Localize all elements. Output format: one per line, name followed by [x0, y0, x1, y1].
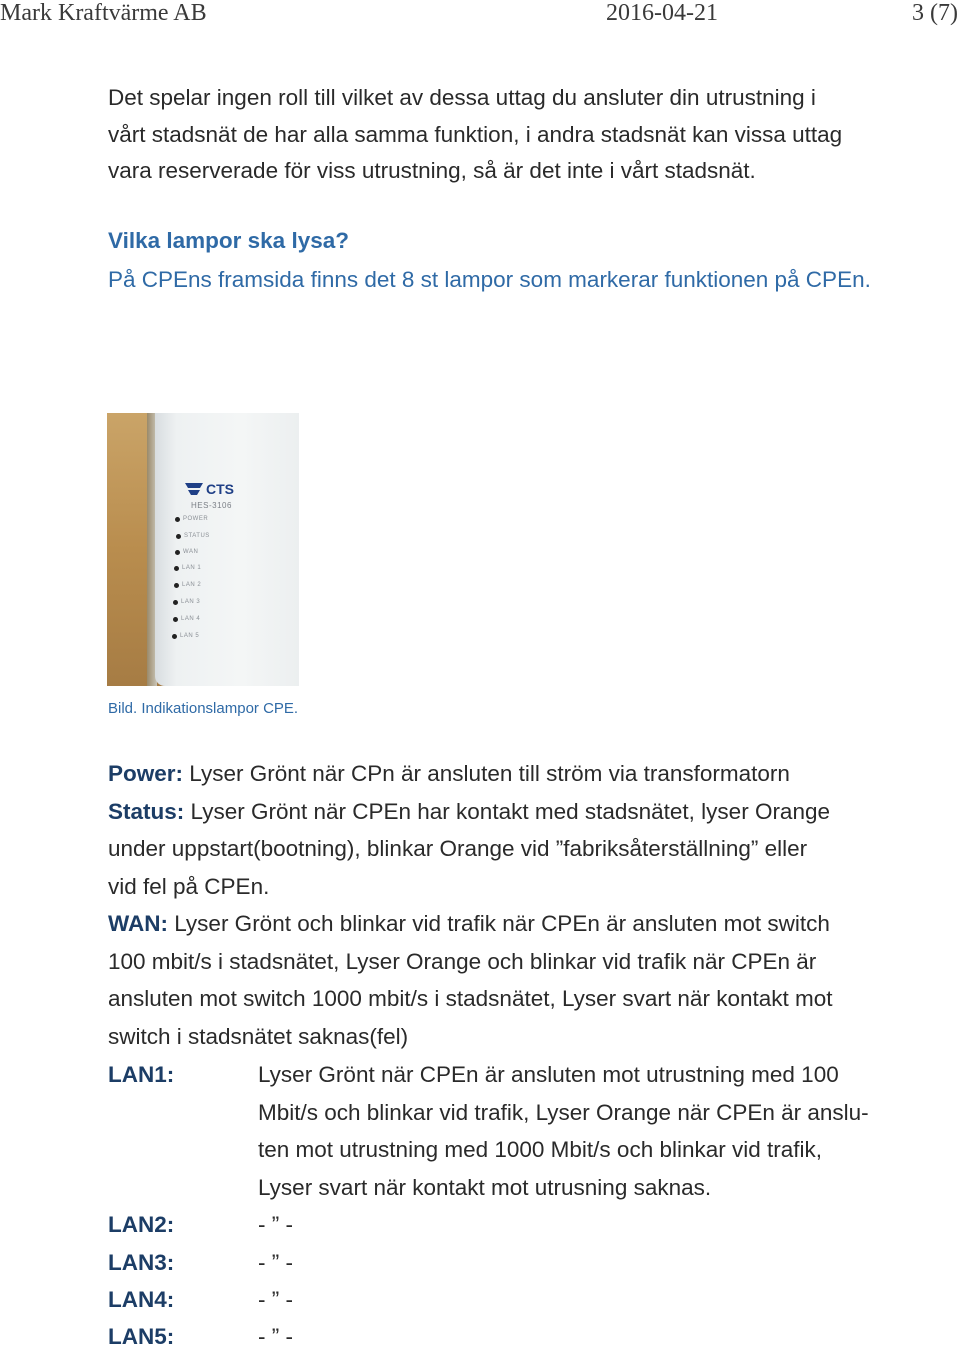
led-label: POWER [183, 516, 209, 522]
power-text: Lyser Grönt när CPn är ansluten till ström via transformatorn [183, 761, 790, 786]
wan-label: WAN: [108, 911, 168, 936]
image-caption: Bild. Indikationslampor CPE. [108, 700, 299, 717]
intro-line: vårt stadsnät de har alla samma funktion, i andra stadsnät kan vissa uttag [108, 121, 843, 147]
document-date: 2016-04-21 [606, 0, 718, 26]
lan2-value: - ” - [258, 1212, 293, 1237]
led-label: WAN [183, 549, 199, 555]
section-text: På CPEns framsida finns det 8 st lampor som markerar funktionen på CPEn. [108, 267, 871, 292]
led-dot [175, 517, 180, 522]
status-description [108, 793, 958, 831]
intro-paragraph [108, 80, 958, 190]
status-text-line: vid fel på CPEn. [108, 873, 270, 899]
status-text: Lyser Grönt när CPEn har kontakt med stadsnätet, lyser Orange [184, 798, 830, 824]
intro-line: vara reserverade för viss utrustning, så är det inte i vårt stadsnät. [108, 158, 756, 183]
wan-text: Lyser Grönt och blinkar vid trafik när CPEn är ansluten mot switch [168, 911, 830, 936]
wan-text-line: switch i stadsnätet saknas(fel) [108, 1023, 409, 1049]
lan1-text-line: Lyser svart när kontakt mot utrusning saknas. [258, 1174, 712, 1200]
wan-text-line: 100 mbit/s i stadsnätet, Lyser Orange och blinkar vid trafik när CPEn är [108, 948, 817, 974]
led-dot [172, 634, 177, 639]
led-label: LAN 2 [182, 582, 202, 588]
led-dot [176, 534, 181, 539]
section-heading: Vilka lampor ska lysa? [108, 228, 349, 253]
lan3-value: - ” - [258, 1250, 293, 1275]
lan1-text-line: Mbit/s och blinkar vid trafik, Lyser Orange när CPEn är anslu- [258, 1099, 869, 1125]
lan4-label: LAN4: [108, 1287, 175, 1312]
lan1-text [258, 1056, 869, 1206]
page-number: 3 (7) [912, 0, 958, 26]
page-header [0, 0, 960, 30]
lan1-text-line: ten mot utrustning med 1000 Mbit/s och blinkar vid trafik, [258, 1137, 823, 1162]
led-label: LAN 3 [181, 599, 201, 605]
status-label: Status: [108, 798, 185, 824]
wan-text-line: ansluten mot switch 1000 mbit/s i stadsnätet, Lyser svart när kontakt mot [108, 986, 833, 1011]
wan-description [108, 905, 958, 943]
led-label: LAN 5 [180, 633, 200, 639]
lan4-value: - ” - [258, 1287, 293, 1312]
brand-name: CTS [206, 481, 234, 497]
device-model: HES-3106 [191, 501, 232, 510]
power-label: Power: [108, 761, 184, 786]
led-dot [173, 600, 178, 605]
led-dot [173, 617, 178, 622]
lan3-label: LAN3: [108, 1250, 175, 1275]
led-dot [174, 583, 179, 588]
led-dot [174, 566, 179, 571]
intro-line: Det spelar ingen roll till vilket av dessa uttag du ansluter din utrustning i [108, 85, 816, 110]
led-label: LAN 4 [181, 616, 201, 622]
led-label: STATUS [184, 533, 210, 539]
led-dot [175, 550, 180, 555]
led-label: LAN 1 [182, 565, 202, 571]
lan1-label: LAN1: [108, 1062, 175, 1087]
indicator-descriptions [108, 755, 958, 1055]
lan5-label: LAN5: [108, 1324, 175, 1349]
lan5-value: - ” - [258, 1324, 293, 1349]
power-description [108, 755, 958, 793]
lan2-label: LAN2: [108, 1212, 175, 1237]
cts-logo-icon [183, 479, 253, 499]
company-name: Mark Kraftvärme AB [0, 0, 207, 26]
lan1-text-line: Lyser Grönt när CPEn är ansluten mot utrustning med 100 [258, 1062, 839, 1087]
cpe-device-photo [107, 413, 299, 686]
status-text-line: under uppstart(bootning), blinkar Orange vid ”fabriksåterställning” eller [108, 836, 808, 861]
